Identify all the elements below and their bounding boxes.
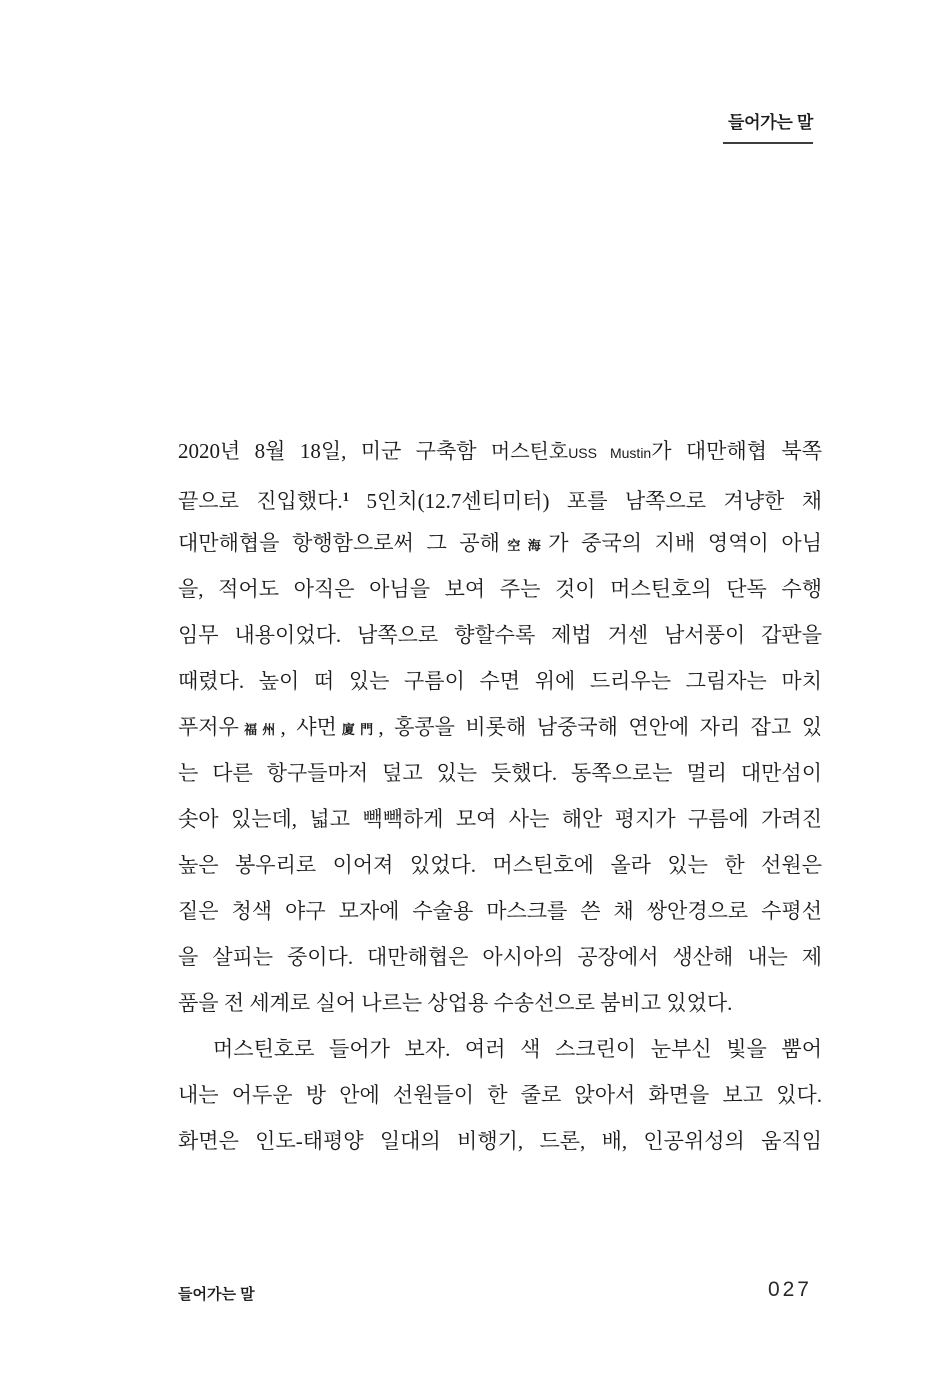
running-head xyxy=(723,108,813,144)
text-line xyxy=(178,750,822,796)
text-line xyxy=(178,704,822,750)
text-run: 을, 적어도 아직은 아님을 보여 주는 것이 머스틴호의 단독 수행 xyxy=(178,577,822,601)
text-run: 솟아 있는데, 넓고 빽빽하게 모여 사는 해안 평지가 구름에 가려진 xyxy=(178,807,822,831)
text-run: , 홍콩을 비롯해 남중국해 연안에 자리 잡고 있 xyxy=(378,715,822,739)
text-run: 을 살피는 중이다. 대만해협은 아시아의 공장에서 생산해 내는 제 xyxy=(178,945,822,969)
hanja-annotation: 空海 xyxy=(499,538,549,553)
running-head-title: 들어가는 말 xyxy=(727,113,813,132)
text-run: 짙은 청색 야구 모자에 수술용 마스크를 쓴 채 쌍안경으로 수평선 xyxy=(178,899,822,923)
text-line xyxy=(178,428,822,474)
text-run: , 샤먼 xyxy=(280,715,337,739)
hanja-annotation: 廈門 xyxy=(336,722,379,737)
text-run: 푸저우 xyxy=(178,715,239,739)
text-line xyxy=(178,888,822,934)
text-line xyxy=(178,566,822,612)
text-line xyxy=(178,1118,822,1164)
text-run: 5인치(12.7센티미터) 포를 남쪽으로 겨냥한 채 xyxy=(349,489,822,513)
text-line xyxy=(178,612,822,658)
text-run: 품을 전 세계로 실어 나르는 상업용 수송선으로 붐비고 있었다. xyxy=(178,991,733,1015)
page-number: 027 xyxy=(767,1278,812,1301)
footnote-marker: 1 xyxy=(342,489,350,504)
text-run: 2020년 8월 18일, 미군 구축함 xyxy=(178,439,491,463)
text-run: 대만해협을 항행함으로써 그 공해 xyxy=(178,531,500,555)
text-run: 가 중국의 지배 영역이 아님 xyxy=(548,531,822,555)
text-line xyxy=(178,1072,822,1118)
text-run: 가 대만해협 북쪽 xyxy=(651,439,822,463)
text-line xyxy=(178,796,822,842)
text-line xyxy=(178,980,822,1026)
text-line xyxy=(178,1026,822,1072)
text-line xyxy=(178,658,822,704)
ship-name-gothic: 머스틴호 xyxy=(490,441,569,463)
text-run: 는 다른 항구들마저 덮고 있는 듯했다. 동쪽으로는 멀리 대만섬이 xyxy=(178,761,822,785)
text-run: 높은 봉우리로 이어져 있었다. 머스틴호에 올라 있는 한 선원은 xyxy=(178,853,822,877)
text-run: 끝으로 진입했다. xyxy=(178,489,343,513)
latin-annotation: USS Mustin xyxy=(568,445,652,461)
text-run: 화면은 인도-태평양 일대의 비행기, 드론, 배, 인공위성의 움직임 xyxy=(178,1129,822,1153)
text-run: 머스틴호로 들어가 보자. 여러 색 스크린이 눈부신 빛을 뿜어 xyxy=(213,1037,822,1061)
hanja-annotation: 福州 xyxy=(238,722,281,737)
running-head-rule xyxy=(723,142,813,144)
text-run: 내는 어두운 방 안에 선원들이 한 줄로 앉아서 화면을 보고 있다. xyxy=(178,1083,822,1107)
text-line xyxy=(178,474,822,520)
text-run: 때렸다. 높이 떠 있는 구름이 수면 위에 드리우는 그림자는 마치 xyxy=(178,669,822,693)
text-line xyxy=(178,520,822,566)
text-run: 임무 내용이었다. 남쪽으로 향할수록 제법 거센 남서풍이 갑판을 xyxy=(178,623,822,647)
text-line xyxy=(178,842,822,888)
text-line xyxy=(178,934,822,980)
footer-section-title: 들어가는 말 xyxy=(178,1286,255,1303)
body-text xyxy=(178,428,822,1164)
